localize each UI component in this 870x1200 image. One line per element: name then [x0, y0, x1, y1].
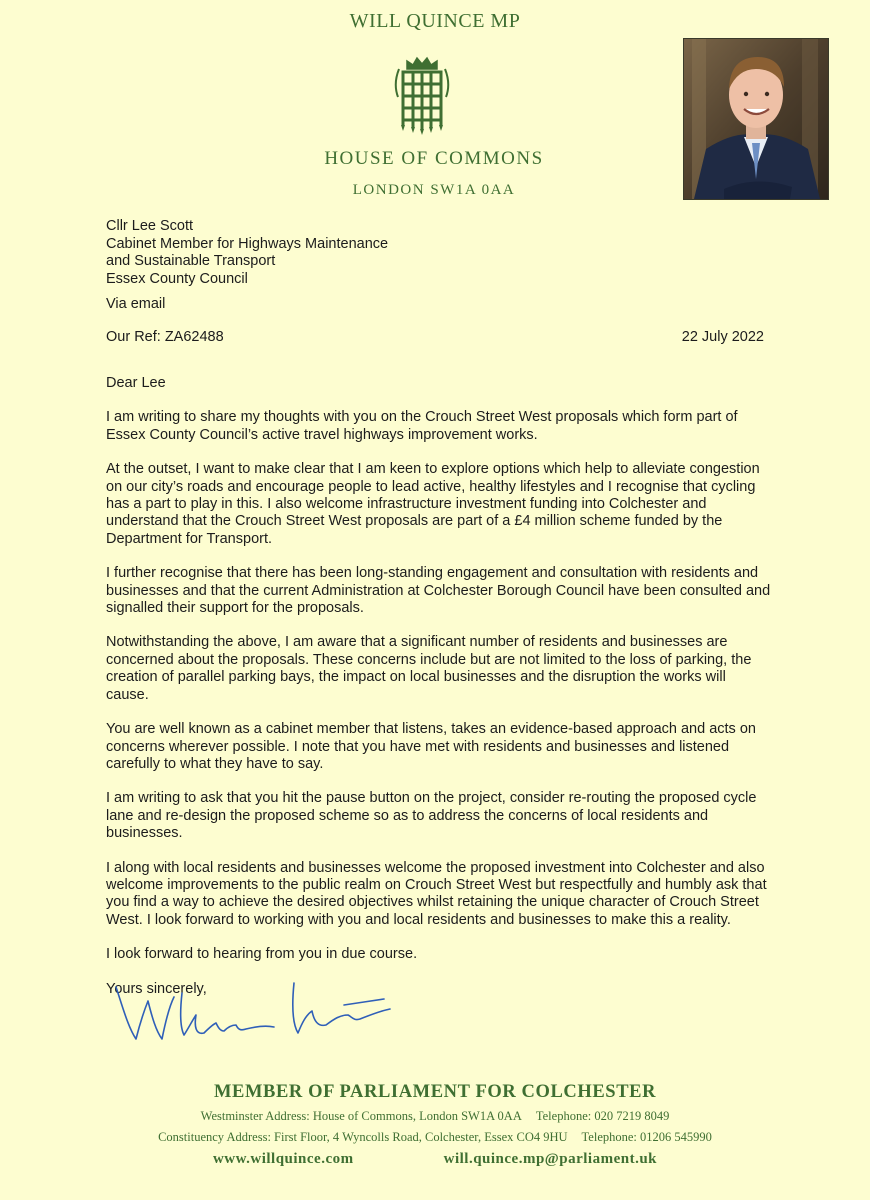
paragraph: I am writing to share my thoughts with you on the Crouch Street West proposals which form part of Essex County Council’s active travel highways improvement works.: [106, 409, 738, 443]
paragraph: At the outset, I want to make clear that I am keen to explore options which help to alleviate congestion on our city’s roads and encourage people to lead active, healthy lifestyles and I recognise that cycling has a part to play in this. I also welcome infrastructure investment funding into Colchester and understand that the Crouch Street West proposals are part of a £4 million scheme funded by the Department for Transport.: [106, 461, 760, 547]
letter-body: [106, 375, 771, 1015]
letter-footer: [0, 1082, 870, 1168]
recipient-line: and Sustainable Transport: [106, 253, 276, 269]
paragraph: I further recognise that there has been long-standing engagement and consultation with residents and businesses and that the current Administration at Colchester Borough Council have been consulted and signalled their support for the proposals.: [106, 565, 771, 617]
paragraph: Notwithstanding the above, I am aware that a significant number of residents and businesses are concerned about the proposals. These concerns include but are not limited to the loss of parking, the creation of parallel parking bays, the impact on local businesses and the disruption the works will cause.: [106, 634, 752, 703]
letterhead: [0, 0, 870, 210]
paragraph: You are well known as a cabinet member that listens, takes an evidence-based approach and acts on concerns wherever possible. I note that you have met with residents and businesses and listened carefully to what they have to say.: [106, 721, 756, 772]
recipient-line: Essex County Council: [106, 270, 248, 287]
portcullis-icon: [393, 55, 451, 135]
recipient-line: Cabinet Member for Highways Maintenance: [106, 235, 389, 252]
salutation: Dear Lee: [106, 375, 166, 391]
mp-name: WILL QUINCE MP: [349, 10, 521, 32]
closing: Yours sincerely,: [106, 980, 207, 997]
delivery-method: Via email: [106, 296, 166, 312]
handwritten-signature: [108, 975, 408, 1055]
paragraph: I am writing to ask that you hit the pause button on the project, consider re-routing the proposed cycle lane and re-design the proposed scheme so as to address the concerns of local residents and businesses.: [106, 790, 757, 842]
website-link[interactable]: www.willquince.com: [212, 1151, 354, 1167]
paragraph: I look forward to hearing from you in due course.: [106, 946, 418, 963]
london-address: LONDON SW1A 0AA: [352, 182, 516, 198]
westminster-address: Westminster Address: House of Commons, London SW1A 0AA: [200, 1109, 522, 1123]
constituency-address-line: [0, 1130, 870, 1145]
email-link[interactable]: will.quince.mp@parliament.uk: [443, 1151, 658, 1167]
letter-date: 22 July 2022: [681, 329, 764, 345]
recipient-address: [106, 218, 388, 288]
footer-contacts: [0, 1151, 870, 1168]
reference: Our Ref: ZA62488: [106, 329, 224, 345]
paragraph: I along with local residents and businesses welcome the proposed investment into Colchester and also welcome improvements to the public realm on Crouch Street West but respectfully and humbly ask that you find a way to achieve the desired objectives whilst retaining the unique character of Crouch Street West. I look forward to working with you and local residents and businesses to make this a reality.: [106, 859, 767, 928]
recipient-line: Cllr Lee Scott: [106, 218, 194, 234]
constituency-phone: Telephone: 01206 545990: [581, 1130, 712, 1144]
mp-portrait: [683, 38, 829, 200]
westminster-phone: Telephone: 020 7219 8049: [535, 1109, 670, 1123]
constituency-address: Constituency Address: First Floor, 4 Wyncolls Road, Colchester, Essex CO4 9HU: [158, 1130, 568, 1144]
westminster-address-line: [0, 1109, 870, 1124]
footer-title: MEMBER OF PARLIAMENT FOR COLCHESTER: [213, 1082, 657, 1102]
house-of-commons: HOUSE OF COMMONS: [324, 148, 544, 169]
